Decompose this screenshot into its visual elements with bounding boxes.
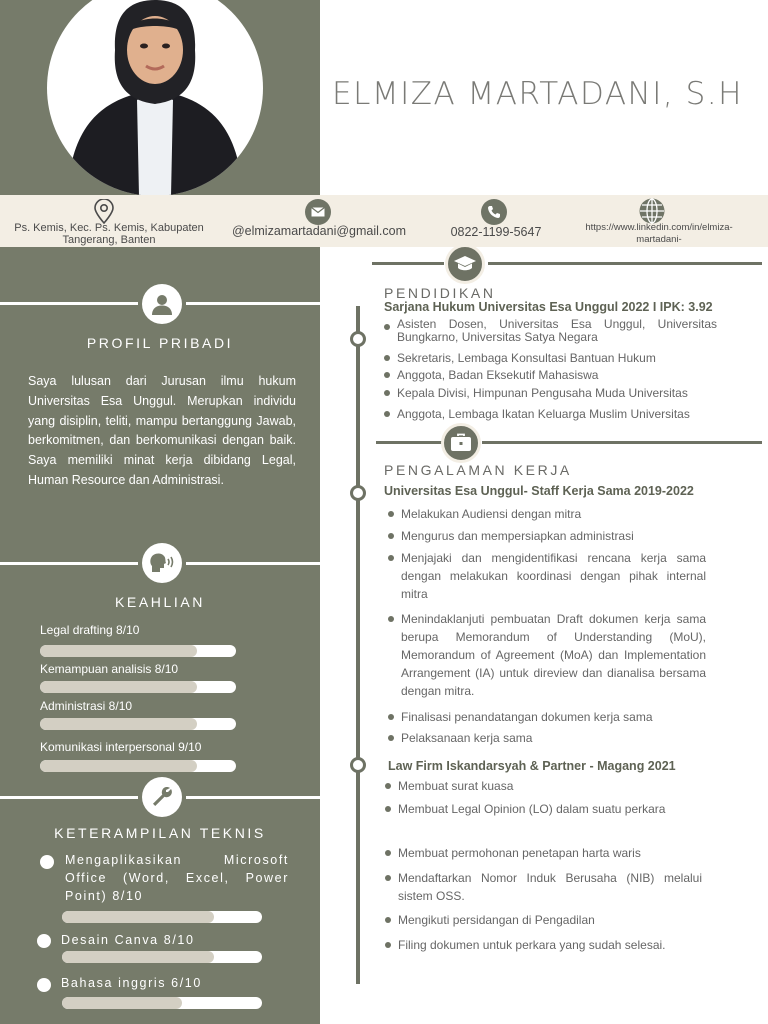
divider [0, 302, 138, 305]
divider [186, 796, 320, 799]
graduation-cap-icon [445, 244, 485, 284]
speaking-head-icon [142, 543, 182, 583]
list-item: Anggota, Badan Eksekutif Mahasiswa [397, 366, 727, 384]
skills-title: KEAHLIAN [114, 594, 206, 610]
list-item: Membuat Legal Opinion (LO) dalam suatu perkara [398, 800, 702, 818]
divider [376, 441, 444, 444]
skill-bar-fill [40, 718, 197, 730]
skill-bar [40, 681, 236, 693]
timeline-node [350, 757, 366, 773]
technical-title: KETERAMPILAN TEKNIS [54, 825, 266, 841]
skill-bar [40, 718, 236, 730]
list-item: Sekretaris, Lembaga Konsultasi Bantuan Hukum [397, 349, 727, 367]
list-item: Finalisasi penandatangan dokumen kerja sama [401, 708, 706, 726]
list-item: Membuat permohonan penetapan harta waris [398, 844, 702, 862]
education-title: PENDIDIKAN [384, 285, 496, 301]
user-icon [142, 284, 182, 324]
divider [372, 262, 444, 265]
bullet [37, 934, 51, 948]
list-item: Mengurus dan mempersiapkan administrasi [401, 527, 706, 545]
list-item: Mendaftarkan Nomor Induk Berusaha (NIB) melalui sistem OSS. [398, 871, 702, 903]
tech-skill-label: Desain Canva 8/10 [61, 933, 195, 947]
tech-skill-bar-fill [62, 911, 214, 923]
contact-band [0, 195, 768, 247]
list-item: Melakukan Audiensi dengan mitra [401, 505, 706, 523]
job-title: Universitas Esa Unggul- Staff Kerja Sama 2019-2022 [384, 484, 694, 498]
skill-label: Administrasi 8/10 [40, 699, 133, 713]
skill-bar-fill [40, 681, 197, 693]
list-item: Mengikuti persidangan di Pengadilan [398, 911, 702, 929]
bullet [37, 978, 51, 992]
envelope-icon [305, 199, 331, 225]
list-item: Anggota, Lembaga Ikatan Keluarga Muslim Universitas [397, 405, 747, 423]
tech-skill-bar-fill [62, 997, 182, 1009]
list-item: Membuat surat kuasa [398, 777, 702, 795]
skill-label: Kemampuan analisis 8/10 [40, 662, 179, 676]
skill-bar-fill [40, 760, 197, 772]
tech-skill-bar-fill [62, 951, 214, 963]
briefcase-icon [441, 423, 481, 463]
divider [0, 796, 138, 799]
tech-skill-label: Bahasa inggris 6/10 [61, 976, 202, 990]
tech-skill-label: Mengaplikasikan Microsoft Office (Word, Excel, Power Point) 8/10 [65, 853, 289, 903]
divider [488, 262, 762, 265]
skill-bar [40, 760, 236, 772]
education-subtitle: Sarjana Hukum Universitas Esa Unggul 2022 I IPK: 3.92 [384, 300, 713, 314]
profile-title: PROFIL PRIBADI [86, 335, 234, 351]
list-item: Filing dokumen untuk perkara yang sudah selesai. [398, 936, 702, 954]
divider [186, 562, 320, 565]
job-title: Law Firm Iskandarsyah & Partner - Magang 2021 [388, 759, 676, 773]
tech-skill-bar [62, 911, 262, 923]
divider [186, 302, 320, 305]
list-item: Asisten Dosen, Universitas Esa Unggul, Universitas Bungkarno, Universitas Satya Negara [397, 317, 717, 344]
list-item: Menjajaki dan mengidentifikasi rencana kerja sama dengan melakukan koordinasi dengan pihak internal mitra [401, 551, 706, 601]
contact-address: Ps. Kemis, Kec. Ps. Kemis, Kabupaten Tangerang, Banten [14, 222, 204, 246]
skill-label: Legal drafting 8/10 [40, 623, 140, 637]
timeline [356, 306, 360, 984]
contact-linkedin[interactable]: https://www.linkedin.com/in/elmiza-martadani- [585, 222, 733, 245]
list-item: Pelaksanaan kerja sama [401, 729, 706, 747]
profile-text: Saya lulusan dari Jurusan ilmu hukum Universitas Esa Unggul. Merupkan individu yang disiplin, teliti, mampu bertanggung Jawab, berkomitmen, dan berkomunikasi dengan baik. Saya memiliki minat kerja dibidang Legal, Human Resource dan Administrasi. [28, 374, 296, 487]
contact-email[interactable]: @elmizamartadani@gmail.com [231, 224, 407, 238]
phone-icon [481, 199, 507, 225]
skill-label: Komunikasi interpersonal 9/10 [40, 740, 202, 754]
list-item: Kepala Divisi, Himpunan Pengusaha Muda Universitas [397, 384, 737, 402]
wrench-icon [142, 777, 182, 817]
skill-bar-fill [40, 645, 197, 657]
tech-skill-bar [62, 997, 262, 1009]
divider [0, 562, 138, 565]
timeline-node [350, 485, 366, 501]
full-name: ELMIZA MARTADANI, S.H [332, 76, 743, 112]
list-item: Menindaklanjuti pembuatan Draft dokumen kerja sama berupa Memorandum of Understanding (MoU), Memorandum of Agreement (MoA) dan Implementation Arrangement (IA) untuk direview dan dianalisa bersama dengan mitra. [401, 612, 706, 698]
skill-bar [40, 645, 236, 657]
contact-phone[interactable]: 0822-1199-5647 [450, 225, 542, 239]
tech-skill-bar [62, 951, 262, 963]
timeline-node [350, 331, 366, 347]
experience-title: PENGALAMAN KERJA [384, 462, 572, 478]
bullet [40, 855, 54, 869]
divider [482, 441, 762, 444]
